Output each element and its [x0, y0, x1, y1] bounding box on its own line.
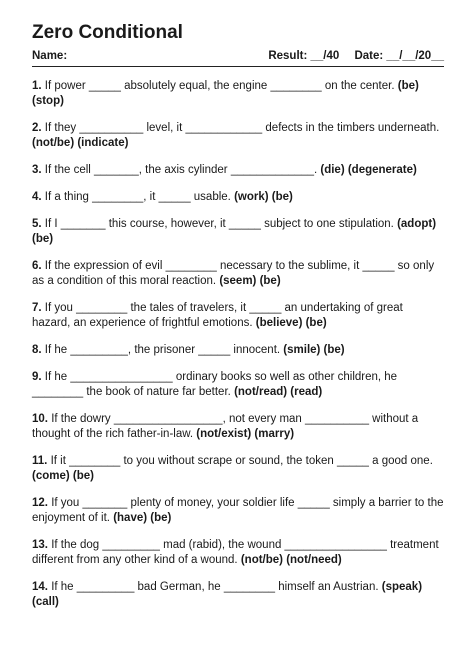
- question-number: 9.: [32, 371, 42, 383]
- meta-right: [268, 49, 444, 63]
- header-divider: [32, 66, 444, 67]
- question-text: If you ________ the tales of travelers, it _____ an undertaking of great hazard, an experience of frightful emotions.: [32, 302, 403, 329]
- question-verbs: (be) (stop): [32, 80, 419, 107]
- question-item: [32, 217, 444, 247]
- question-item: [32, 163, 444, 178]
- question-item: [32, 121, 444, 151]
- question-number: 1.: [32, 80, 42, 92]
- question-number: 7.: [32, 302, 42, 314]
- name-label: Name:: [32, 50, 68, 62]
- worksheet-title: Zero Conditional: [32, 22, 183, 43]
- question-text: If he _________, the prisoner _____ innocent.: [44, 344, 281, 356]
- question-text: If they __________ level, it ____________ defects in the timbers underneath.: [44, 122, 440, 134]
- question-verbs: (believe) (be): [255, 317, 327, 329]
- question-verbs: (not/be) (indicate): [32, 137, 129, 149]
- question-number: 4.: [32, 191, 42, 203]
- question-text: If the cell _______, the axis cylinder _____________.: [44, 164, 318, 176]
- question-number: 13.: [32, 539, 48, 551]
- question-item: [32, 496, 444, 526]
- question-item: [32, 259, 444, 289]
- question-item: [32, 412, 444, 442]
- question-item: [32, 538, 444, 568]
- question-number: 14.: [32, 581, 48, 593]
- question-list: [32, 79, 444, 610]
- question-item: [32, 343, 444, 358]
- question-item: [32, 580, 444, 610]
- question-number: 8.: [32, 344, 42, 356]
- question-verbs: (die) (degenerate): [320, 164, 417, 176]
- question-text: If a thing ________, it _____ usable.: [44, 191, 231, 203]
- question-item: [32, 454, 444, 484]
- question-item: [32, 79, 444, 109]
- question-verbs: (have) (be): [113, 512, 172, 524]
- question-number: 10.: [32, 413, 48, 425]
- question-text: If the dog _________ mad (rabid), the wound ________________ treatment different from any other kind of a wound.: [32, 539, 439, 566]
- question-number: 5.: [32, 218, 42, 230]
- result-label: Result: __/40: [268, 50, 340, 62]
- question-text: If you _______ plenty of money, your soldier life _____ simply a barrier to the enjoyment of it.: [32, 497, 444, 524]
- question-verbs: (not/be) (not/need): [240, 554, 342, 566]
- question-number: 3.: [32, 164, 42, 176]
- question-verbs: (seem) (be): [219, 275, 281, 287]
- date-label: Date: __/__/20__: [354, 50, 444, 62]
- question-verbs: (adopt) (be): [32, 218, 437, 245]
- question-text: If he ________________ ordinary books so well as other children, he ________ the book of nature far better.: [32, 371, 398, 398]
- question-text: If he _________ bad German, he ________ himself an Austrian.: [51, 581, 379, 593]
- question-item: [32, 190, 444, 205]
- worksheet-meta-row: [32, 49, 444, 63]
- question-verbs: (speak) (call): [32, 581, 423, 608]
- question-verbs: (smile) (be): [283, 344, 345, 356]
- question-item: [32, 301, 444, 331]
- question-text: If power _____ absolutely equal, the engine ________ on the center.: [44, 80, 395, 92]
- question-number: 11.: [32, 455, 48, 467]
- question-number: 2.: [32, 122, 42, 134]
- question-text: If the dowry _________________, not every man __________ without a thought of the rich father-in-law.: [32, 413, 419, 440]
- question-text: If it ________ to you without scrape or sound, the token _____ a good one.: [50, 455, 433, 467]
- question-verbs: (work) (be): [234, 191, 293, 203]
- question-verbs: (not/read) (read): [234, 386, 323, 398]
- question-item: [32, 370, 444, 400]
- question-verbs: (not/exist) (marry): [196, 428, 295, 440]
- question-text: If I _______ this course, however, it _____ subject to one stipulation.: [44, 218, 394, 230]
- question-number: 12.: [32, 497, 48, 509]
- question-verbs: (come) (be): [32, 470, 94, 482]
- question-text: If the expression of evil ________ necessary to the sublime, it _____ so only as a condition of this moral reaction.: [32, 260, 435, 287]
- question-number: 6.: [32, 260, 42, 272]
